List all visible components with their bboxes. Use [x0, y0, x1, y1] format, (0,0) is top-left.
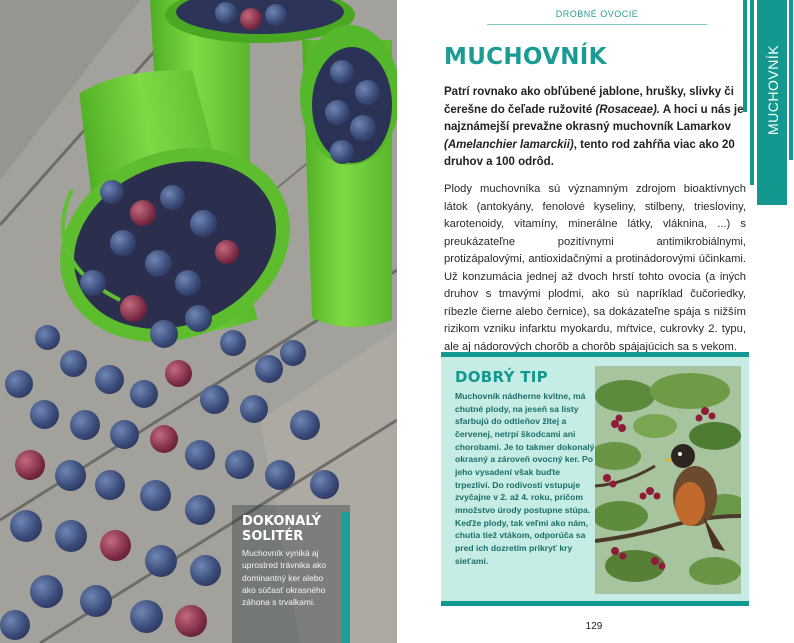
running-head-rule [487, 24, 707, 25]
berry [290, 410, 320, 440]
berry [225, 450, 254, 479]
berry [160, 185, 185, 210]
lead-paragraph [444, 84, 749, 172]
berry [215, 2, 237, 24]
berry [30, 400, 59, 429]
berry [190, 210, 217, 237]
berry [265, 460, 295, 490]
soliter-text: Muchovník vyniká aj uprostred trávnika ako dominantný ker alebo ako súčasť okrasného záhona s trvalkami. [242, 548, 327, 608]
side-tab-label: MUCHOVNÍK [765, 44, 781, 136]
decor-stripe [750, 0, 754, 185]
berry [100, 180, 124, 204]
berry [80, 585, 112, 617]
berry [35, 325, 60, 350]
berry [130, 600, 163, 633]
running-head: DROBNÉ OVOCIE [555, 9, 639, 19]
berry [30, 575, 63, 608]
lead-text: A hoci u nás je najznámejší prevažne okrasný muchovník Lamarkov [444, 103, 744, 133]
berry [185, 305, 212, 332]
berry [110, 230, 136, 256]
page-number: 129 [585, 621, 603, 632]
berry [95, 365, 124, 394]
lead-species-latin: (Amelanchier lamarckii) [444, 138, 574, 151]
soliter-accent-bar [342, 512, 350, 643]
berry [130, 200, 156, 226]
tip-title: DOBRÝ TIP [455, 368, 548, 386]
berry [80, 270, 106, 296]
berry [140, 480, 171, 511]
decor-stripe [789, 0, 793, 160]
berry [185, 495, 215, 525]
berry [240, 8, 262, 30]
berry [165, 360, 192, 387]
lead-text: , tento rod zahŕňa viac ako 20 druhov a 100 odrôd. [444, 138, 735, 168]
berry [330, 60, 354, 84]
bird-on-branch-illustration [595, 366, 741, 594]
berry [330, 140, 354, 164]
page-title: MUCHOVNÍK [444, 44, 607, 70]
lead-text: Patrí rovnako ako obľúbené jablone, hrušky, slivky či čerešne do čeľade ružovité [444, 86, 734, 116]
berry [350, 115, 376, 141]
tip-text: Muchovník nádherne kvitne, má chutné plody, na jeseň sa listy sfarbujú do odtieňov žltej a červenej, netrpí škodcami ani chorobami. Je to takmer dokonalý okrasný a zároveň ovocný ker. Po jeho vysadení však buďte trpezliví. Do rodivosti vstupuje zvyčajne v 2. až 4. roku, pričom množstvo úrody postupne stúpa. Keďže plody, tak veľmi ako nám, chutia tiež vtákom, odporúča sa pred ich dozretím prikryť kry sieťami. [455, 391, 595, 566]
berry [355, 80, 380, 105]
berry [70, 410, 100, 440]
berry [0, 610, 30, 640]
berry [255, 355, 283, 383]
berry [280, 340, 306, 366]
berry [120, 295, 147, 322]
berry [265, 4, 287, 26]
berry [130, 380, 158, 408]
body-paragraph: Plody muchovníka sú významným zdrojom bioaktívnych látok (antokyány, fenolové kyseliny, stilbeny, triesloviny, karotenoidy, vitamíny, minerálne látky, vláknina, ...) s preukázateľne pozitívnymi antimikrobiálnymi, protizápalovými, antioxidačnými a protinádorovými účinkami. Už konzumácia jednej až dvoch hrstí tohto ovocia (a iných druhov s tmavými plodmi, ako sú napríklad čučoriedky, ríbezle čierne alebo černice), sa dokázateľne spája s nižším rizikom vzniku infarktu myokardu, mŕtvice, cukrovky 2. typu, ale aj nádorových chorôb a chorôb spájajúcich sa s vekom. [444, 183, 746, 353]
lead-family-latin: (Rosaceae). [595, 103, 660, 116]
berry [100, 530, 131, 561]
berry [5, 370, 33, 398]
berry [175, 605, 207, 637]
berry [215, 240, 239, 264]
berry [60, 350, 87, 377]
berry [10, 510, 42, 542]
berry [55, 460, 86, 491]
berry [145, 250, 172, 277]
berry [110, 420, 139, 449]
berry [190, 555, 221, 586]
bird-photo [595, 366, 741, 594]
berry [55, 520, 87, 552]
berry [240, 395, 268, 423]
berry [310, 470, 339, 499]
berry [15, 450, 45, 480]
berry [220, 330, 246, 356]
berry [150, 425, 178, 453]
soliter-title: DOKONALÝ SOLITÉR [242, 514, 321, 544]
berry [175, 270, 201, 296]
berry [325, 100, 350, 125]
text-page [397, 0, 794, 643]
berry [95, 470, 125, 500]
berry [150, 320, 178, 348]
berry [200, 385, 229, 414]
berry [185, 440, 215, 470]
berry [145, 545, 177, 577]
